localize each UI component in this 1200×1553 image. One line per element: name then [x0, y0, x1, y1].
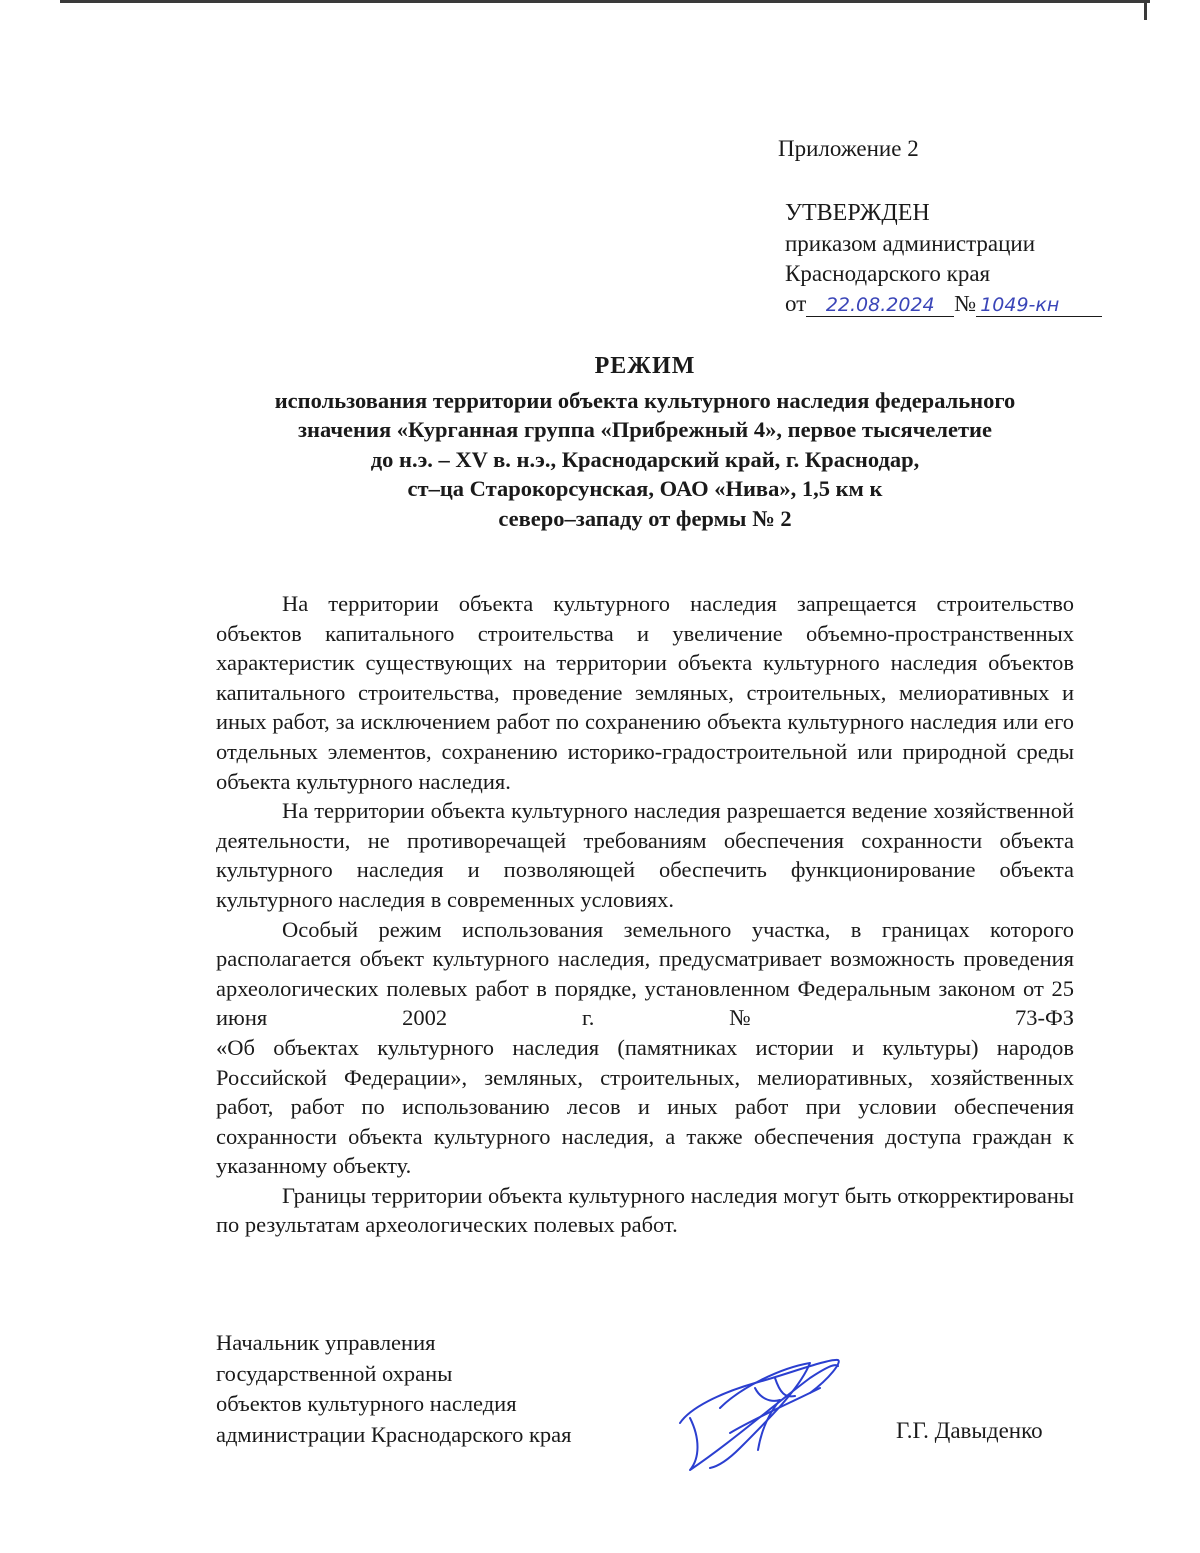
position-line: Начальник управления — [216, 1330, 436, 1355]
title-line: значения «Курганная группа «Прибрежный 4», первое тысячелетие — [297, 417, 992, 442]
paragraph-special-regime-start: Особый режим использования земельного участка, в границах которого располагается объект культурного наследия, предусматривает возможность проведения археологических полевых работ в порядке, установленном Федеральным законом от 25 июня 2002 г. № 73-ФЗ — [216, 916, 1074, 1031]
document-body — [216, 589, 1074, 1240]
handwritten-signature-icon — [660, 1348, 860, 1478]
approval-line-2: Краснодарского края — [785, 261, 991, 286]
scan-top-edge — [60, 0, 1150, 3]
scan-right-edge — [1144, 0, 1147, 20]
title-line: использования территории объекта культурного наследия федерального — [274, 387, 1016, 413]
signatory-position — [216, 1328, 572, 1450]
approval-stamp-block — [785, 198, 1102, 319]
position-line: государственной охраны — [216, 1360, 453, 1386]
approval-line-1: приказом администрации — [785, 231, 1036, 256]
paragraph-special-regime-end: «Об объектах культурного наследия (памятниках истории и культуры) народов Российской Федерации», земляных, строительных, мелиоративных, хозяйственных работ, работ по использованию лесов и иных работ при условии обеспечения сохранности объекта культурного наследия, а также обеспечения доступа граждан к указанному объекту. — [216, 1034, 1074, 1179]
approval-date-line — [785, 289, 1102, 319]
number-prefix: № — [954, 291, 977, 316]
document-title — [210, 352, 1080, 533]
approval-title: УТВЕРЖДЕН — [785, 200, 930, 226]
annex-label: Приложение 2 — [778, 136, 919, 161]
title-line: северо–западу от фермы № 2 — [498, 505, 792, 531]
position-line: администрации Краснодарского края — [216, 1421, 572, 1447]
position-line: объектов культурного наследия — [216, 1391, 517, 1416]
paragraph-prohibitions: На территории объекта культурного наследия запрещается строительство объектов капитального строительства и увеличение объемно-пространственных характеристик существующих на территории объекта культурного наследия объектов капитального строительства, проведение земляных, строительных, мелиоративных и иных работ, за исключением работ по сохранению объекта культурного наследия или его отдельных элементов, сохранению историко-градостроительной или природной среды объекта культурного наследия. — [216, 591, 1074, 794]
title-line: ст–ца Старокорсунская, ОАО «Нива», 1,5 км к — [407, 476, 883, 501]
title-line: до н.э. – XV в. н.э., Краснодарский край, г. Краснодар, — [370, 446, 920, 472]
title-main: РЕЖИМ — [594, 353, 696, 379]
handwritten-date: 22.08.2024 — [806, 294, 954, 317]
date-prefix: от — [785, 291, 807, 316]
handwritten-number: 1049-кн — [976, 294, 1102, 317]
paragraph-boundaries: Границы территории объекта культурного наследия могут быть откорректированы по результатам археологических полевых работ. — [216, 1182, 1074, 1238]
paragraph-permissions: На территории объекта культурного наследия разрешается ведение хозяйственной деятельности, не противоречащей требованиям обеспечения сохранности объекта культурного наследия и позволяющей обеспечить функционирование объекта культурного наследия в современных условиях. — [216, 798, 1074, 912]
signer-name: Г.Г. Давыденко — [896, 1418, 1043, 1443]
